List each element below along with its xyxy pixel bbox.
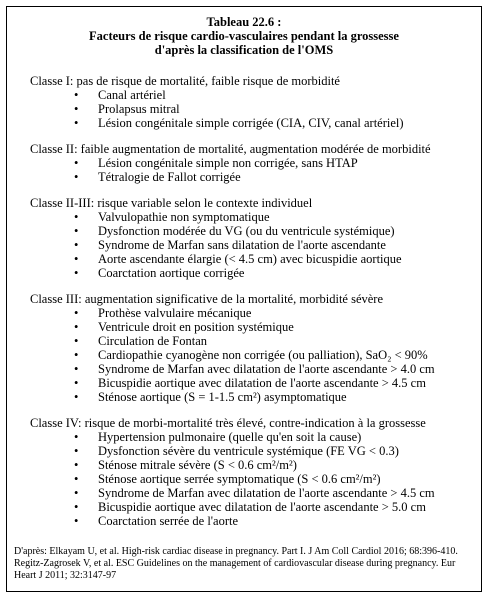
list-item: • Hypertension pulmonaire (quelle qu'en soit la cause) [30, 430, 471, 444]
list-item: • Ventricule droit en position systémique [30, 320, 471, 334]
title-line-1: Tableau 22.6 : [206, 15, 282, 29]
title-line-2: Facteurs de risque cardio-vasculaires pendant la grossesse [89, 29, 399, 43]
list-item: • Lésion congénitale simple non corrigée, sans HTAP [30, 156, 471, 170]
list-item: • Valvulopathie non symptomatique [30, 210, 471, 224]
risk-class-heading: Classe II-III: risque variable selon le contexte individuel [30, 196, 313, 210]
risk-class-list [30, 306, 471, 404]
risk-class-heading: Classe III: augmentation significative de la mortalité, morbidité sévère [30, 292, 384, 306]
list-item: • Dysfonction sévère du ventricule systémique (FE VG < 0.3) [30, 444, 471, 458]
list-item: • Sténose mitrale sévère (S < 0.6 cm²/m²) [30, 458, 471, 472]
list-item: • Sténose aortique (S = 1-1.5 cm²) asymptomatique [30, 390, 471, 404]
risk-class-list [30, 430, 471, 528]
risk-class-list [30, 156, 471, 184]
source-text: Elkayam U, et al. High-risk cardiac disease in pregnancy. Part I. J Am Coll Cardiol 2016; 68:396-410. Regitz-Zagrosek V, et al. ESC Guidelines on the management of cardiovascular disease during pregnancy. Eur Heart J 2011; 32:3147-97 [14, 546, 458, 581]
list-item: • Syndrome de Marfan avec dilatation de l'aorte ascendante > 4.0 cm [30, 362, 471, 376]
risk-class-list [30, 88, 471, 130]
list-item: • Syndrome de Marfan avec dilatation de l'aorte ascendante > 4.5 cm [30, 486, 471, 500]
risk-class-section [30, 292, 471, 404]
list-item: • Circulation de Fontan [30, 334, 471, 348]
risk-class-list [30, 210, 471, 280]
source-note [14, 546, 469, 582]
list-item: • Prothèse valvulaire mécanique [30, 306, 471, 320]
source-label: D'après: [14, 546, 47, 557]
title-line-3: d'après la classification de l'OMS [154, 43, 334, 57]
list-item: • Coarctation aortique corrigée [30, 266, 471, 280]
list-item: • Canal artériel [30, 88, 471, 102]
list-item: • Cardiopathie cyanogène non corrigée (ou palliation), SaO₂ < 90% [30, 348, 471, 362]
risk-class-heading: Classe II: faible augmentation de mortalité, augmentation modérée de morbidité [30, 142, 431, 156]
list-item: • Lésion congénitale simple corrigée (CIA, CIV, canal artériel) [30, 116, 471, 130]
risk-class-section [30, 416, 471, 528]
risk-class-section [30, 196, 471, 280]
table-title [7, 15, 481, 57]
list-item: • Tétralogie de Fallot corrigée [30, 170, 471, 184]
list-item: • Syndrome de Marfan sans dilatation de l'aorte ascendante [30, 238, 471, 252]
table-frame [6, 6, 482, 592]
risk-class-section [30, 74, 471, 130]
risk-class-heading: Classe IV: risque de morbi-mortalité très élevé, contre-indication à la grossesse [30, 416, 426, 430]
list-item: • Aorte ascendante élargie (< 4.5 cm) avec bicuspidie aortique [30, 252, 471, 266]
list-item: • Dysfonction modérée du VG (ou du ventricule systémique) [30, 224, 471, 238]
list-item: • Prolapsus mitral [30, 102, 471, 116]
list-item: • Coarctation serrée de l'aorte [30, 514, 471, 528]
list-item: • Bicuspidie aortique avec dilatation de l'aorte ascendante > 4.5 cm [30, 376, 471, 390]
list-item: • Sténose aortique serrée symptomatique (S < 0.6 cm²/m²) [30, 472, 471, 486]
list-item: • Bicuspidie aortique avec dilatation de l'aorte ascendante > 5.0 cm [30, 500, 471, 514]
risk-classes [7, 74, 481, 528]
risk-class-heading: Classe I: pas de risque de mortalité, faible risque de morbidité [30, 74, 340, 88]
risk-class-section [30, 142, 471, 184]
